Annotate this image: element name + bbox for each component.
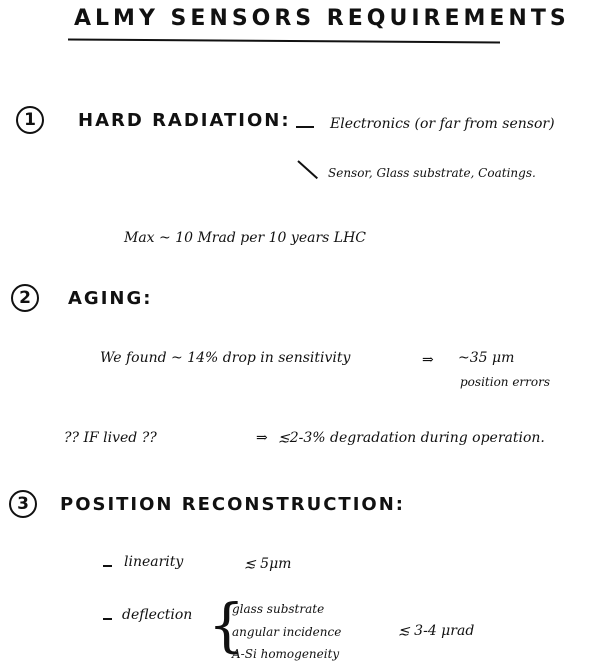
item-number-3: 3 [9, 490, 37, 518]
branch-2-slash [297, 160, 318, 179]
item-number-1: 1 [16, 106, 44, 134]
deflection-cause-glass: glass substrate [232, 602, 325, 616]
item-3-linearity-value: ≲ 5μm [244, 556, 292, 572]
item-2-heading: AGING: [68, 288, 153, 309]
page-title: ALMY SENSORS REQUIREMENTS [74, 6, 570, 31]
deflection-brace: { [208, 591, 245, 659]
item-3-deflection-value: ≲ 3-4 μrad [398, 623, 475, 639]
item-1-heading: HARD RADIATION: [78, 110, 291, 131]
linearity-dash [103, 565, 112, 567]
item-2-line-1: We found ~ 14% drop in sensitivity [100, 350, 351, 366]
item-3-linearity-label: linearity [124, 554, 184, 570]
item-2-arrow-2: ⇒ [256, 430, 268, 446]
deflection-cause-asi: A-Si homogeneity [232, 647, 340, 661]
item-3-heading: POSITION RECONSTRUCTION: [60, 494, 405, 515]
item-1-note: Max ~ 10 Mrad per 10 years LHC [124, 230, 366, 246]
item-2-result-1-sub: position errors [460, 375, 551, 389]
branch-1-dash [296, 126, 314, 128]
item-number-2: 2 [11, 284, 39, 312]
item-3-deflection-label: deflection [122, 607, 193, 623]
title-underline [68, 38, 500, 43]
deflection-dash [103, 618, 112, 620]
item-2-arrow-1: ⇒ [422, 352, 434, 368]
item-2-result-2: ≲2-3% degradation during operation. [278, 430, 545, 446]
item-2-result-1: ~35 μm [458, 350, 515, 366]
item-1-branch-sensor: Sensor, Glass substrate, Coatings. [328, 166, 536, 180]
item-1-branch-electronics: Electronics (or far from sensor) [330, 116, 555, 132]
item-2-line-2: ?? IF lived ?? [64, 430, 157, 446]
deflection-cause-angular: angular incidence [232, 625, 342, 639]
